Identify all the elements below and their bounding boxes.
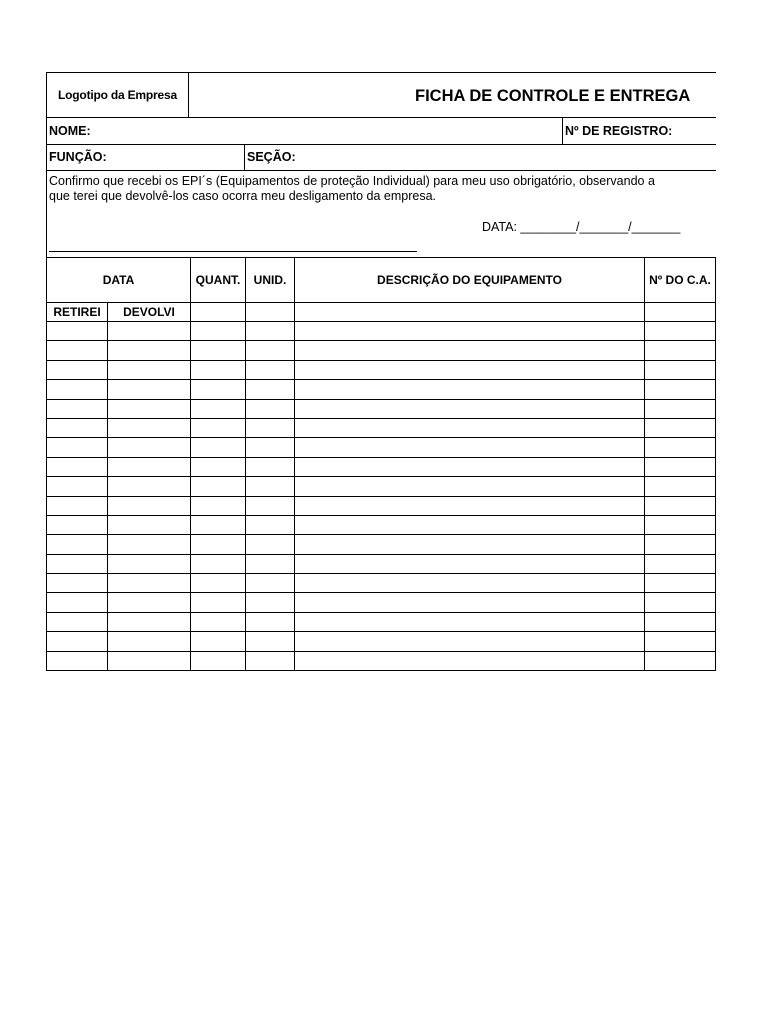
table-cell[interactable]	[246, 400, 295, 418]
table-cell[interactable]	[246, 419, 295, 437]
table-cell[interactable]	[645, 516, 716, 534]
table-cell[interactable]	[246, 341, 295, 359]
secao-field[interactable]: SEÇÃO:	[247, 150, 296, 164]
table-row	[47, 535, 716, 554]
table-cell[interactable]	[295, 574, 645, 592]
table-cell[interactable]	[246, 652, 295, 670]
table-cell[interactable]	[108, 438, 191, 456]
table-cell[interactable]	[645, 341, 716, 359]
table-cell[interactable]	[191, 303, 246, 321]
table-cell[interactable]	[246, 593, 295, 611]
table-cell[interactable]	[246, 380, 295, 398]
table-row	[47, 555, 716, 574]
table-cell[interactable]	[295, 593, 645, 611]
table-cell[interactable]	[295, 516, 645, 534]
form-header	[47, 73, 716, 118]
column-header-devolvi: DEVOLVI	[108, 303, 191, 321]
table-cell[interactable]	[246, 477, 295, 495]
table-row	[47, 593, 716, 612]
table-cell[interactable]	[108, 652, 191, 670]
table-cell[interactable]	[295, 400, 645, 418]
table-cell[interactable]	[191, 380, 246, 398]
registro-field[interactable]: Nº DE REGISTRO:	[565, 124, 673, 138]
table-row	[47, 652, 716, 671]
table-cell[interactable]	[246, 516, 295, 534]
declaration-text-line-2: que terei que devolvê-los caso ocorra meu desligamento da empresa.	[49, 189, 437, 203]
table-cell[interactable]	[47, 477, 108, 495]
table-cell[interactable]	[645, 361, 716, 379]
table-cell[interactable]	[191, 535, 246, 553]
table-cell[interactable]	[191, 632, 246, 650]
table-cell[interactable]	[246, 555, 295, 573]
table-row	[47, 438, 716, 457]
table-cell[interactable]	[191, 361, 246, 379]
declaration-block	[47, 171, 716, 258]
column-header-ca: Nº DO C.A.	[645, 258, 716, 302]
table-cell[interactable]	[47, 361, 108, 379]
funcao-row	[47, 145, 716, 171]
table-cell[interactable]	[645, 458, 716, 476]
epi-control-form	[46, 72, 716, 671]
table-row	[47, 497, 716, 516]
table-header-row	[47, 258, 716, 303]
table-cell[interactable]	[108, 574, 191, 592]
nome-row	[47, 118, 716, 145]
funcao-field[interactable]: FUNÇÃO:	[47, 145, 245, 170]
table-cell[interactable]	[645, 303, 716, 321]
table-row	[47, 613, 716, 632]
table-row	[47, 400, 716, 419]
table-cell[interactable]	[108, 458, 191, 476]
table-cell[interactable]	[47, 516, 108, 534]
table-cell[interactable]	[246, 574, 295, 592]
table-cell[interactable]	[295, 380, 645, 398]
table-cell[interactable]	[191, 652, 246, 670]
table-row	[47, 574, 716, 593]
column-header-data: DATA	[47, 258, 191, 302]
table-row	[47, 516, 716, 535]
table-cell[interactable]	[191, 593, 246, 611]
table-cell[interactable]	[191, 400, 246, 418]
table-cell[interactable]	[246, 497, 295, 515]
table-cell[interactable]	[191, 574, 246, 592]
table-cell[interactable]	[108, 613, 191, 631]
table-cell[interactable]	[246, 632, 295, 650]
table-cell[interactable]	[108, 516, 191, 534]
table-body	[47, 322, 716, 671]
table-cell[interactable]	[47, 574, 108, 592]
signature-line[interactable]	[49, 251, 417, 252]
table-cell[interactable]	[295, 303, 645, 321]
table-row	[47, 419, 716, 438]
table-cell[interactable]	[246, 458, 295, 476]
table-cell[interactable]	[47, 400, 108, 418]
table-cell[interactable]	[191, 419, 246, 437]
table-row	[47, 322, 716, 341]
nome-field[interactable]: NOME:	[47, 118, 563, 144]
table-cell[interactable]	[108, 361, 191, 379]
table-cell[interactable]	[295, 341, 645, 359]
table-cell[interactable]	[645, 555, 716, 573]
declaration-date[interactable]: DATA: ________/_______/_______	[482, 220, 681, 234]
table-cell[interactable]	[645, 613, 716, 631]
table-cell[interactable]	[295, 613, 645, 631]
table-cell[interactable]	[108, 380, 191, 398]
table-cell[interactable]	[295, 497, 645, 515]
table-cell[interactable]	[108, 535, 191, 553]
table-cell[interactable]	[295, 652, 645, 670]
table-cell[interactable]	[295, 632, 645, 650]
table-row	[47, 632, 716, 651]
table-cell[interactable]	[645, 477, 716, 495]
table-cell[interactable]	[108, 419, 191, 437]
table-cell[interactable]	[47, 458, 108, 476]
table-cell[interactable]	[645, 400, 716, 418]
table-row	[47, 341, 716, 360]
column-header-quant: QUANT.	[191, 258, 246, 302]
table-cell[interactable]	[47, 322, 108, 340]
table-cell[interactable]	[295, 438, 645, 456]
form-title: FICHA DE CONTROLE E ENTREGA	[415, 87, 691, 105]
table-cell[interactable]	[108, 322, 191, 340]
table-cell[interactable]	[645, 322, 716, 340]
table-cell[interactable]	[645, 535, 716, 553]
table-cell[interactable]	[295, 361, 645, 379]
table-cell[interactable]	[108, 477, 191, 495]
table-cell[interactable]	[295, 322, 645, 340]
column-header-retirei: RETIREI	[47, 303, 108, 321]
table-cell[interactable]	[47, 593, 108, 611]
table-cell[interactable]	[108, 341, 191, 359]
table-cell[interactable]	[47, 555, 108, 573]
table-cell[interactable]	[645, 419, 716, 437]
table-row	[47, 380, 716, 399]
table-row	[47, 458, 716, 477]
table-cell[interactable]	[47, 613, 108, 631]
table-cell[interactable]	[47, 632, 108, 650]
table-cell[interactable]	[191, 497, 246, 515]
table-cell[interactable]	[108, 593, 191, 611]
table-cell[interactable]	[645, 652, 716, 670]
table-cell[interactable]	[47, 341, 108, 359]
table-cell[interactable]	[47, 438, 108, 456]
column-header-descricao: DESCRIÇÃO DO EQUIPAMENTO	[295, 258, 645, 302]
table-cell[interactable]	[246, 438, 295, 456]
table-cell[interactable]	[191, 516, 246, 534]
table-cell[interactable]	[191, 322, 246, 340]
table-cell[interactable]	[645, 380, 716, 398]
table-cell[interactable]	[191, 613, 246, 631]
table-cell[interactable]	[645, 574, 716, 592]
table-cell[interactable]	[191, 555, 246, 573]
table-cell[interactable]	[246, 322, 295, 340]
table-cell[interactable]	[295, 535, 645, 553]
table-cell[interactable]	[47, 419, 108, 437]
table-cell[interactable]	[645, 593, 716, 611]
table-cell[interactable]	[191, 458, 246, 476]
table-cell[interactable]	[246, 613, 295, 631]
column-header-unid: UNID.	[246, 258, 295, 302]
table-cell[interactable]	[191, 438, 246, 456]
table-cell[interactable]	[645, 632, 716, 650]
table-cell[interactable]	[47, 380, 108, 398]
table-cell[interactable]	[108, 632, 191, 650]
table-cell[interactable]	[191, 341, 246, 359]
declaration-text-line-1: Confirmo que recebi os EPI´s (Equipamentos de proteção Individual) para meu uso obrigatório, observando a	[49, 174, 655, 188]
table-subheader-row	[47, 303, 716, 322]
table-cell[interactable]	[108, 497, 191, 515]
table-cell[interactable]	[295, 477, 645, 495]
table-cell[interactable]	[47, 535, 108, 553]
table-row	[47, 477, 716, 496]
table-cell[interactable]	[191, 477, 246, 495]
table-cell[interactable]	[47, 497, 108, 515]
table-cell[interactable]	[645, 497, 716, 515]
table-cell[interactable]	[246, 361, 295, 379]
table-cell[interactable]	[108, 400, 191, 418]
table-cell[interactable]	[108, 555, 191, 573]
table-cell[interactable]	[295, 419, 645, 437]
table-cell[interactable]	[246, 535, 295, 553]
table-cell[interactable]	[47, 652, 108, 670]
table-cell[interactable]	[645, 438, 716, 456]
table-cell[interactable]	[295, 555, 645, 573]
table-row	[47, 361, 716, 380]
table-cell[interactable]	[246, 303, 295, 321]
table-cell[interactable]	[295, 458, 645, 476]
company-logo-placeholder: Logotipo da Empresa	[47, 73, 189, 117]
form-title-cell	[189, 73, 716, 117]
